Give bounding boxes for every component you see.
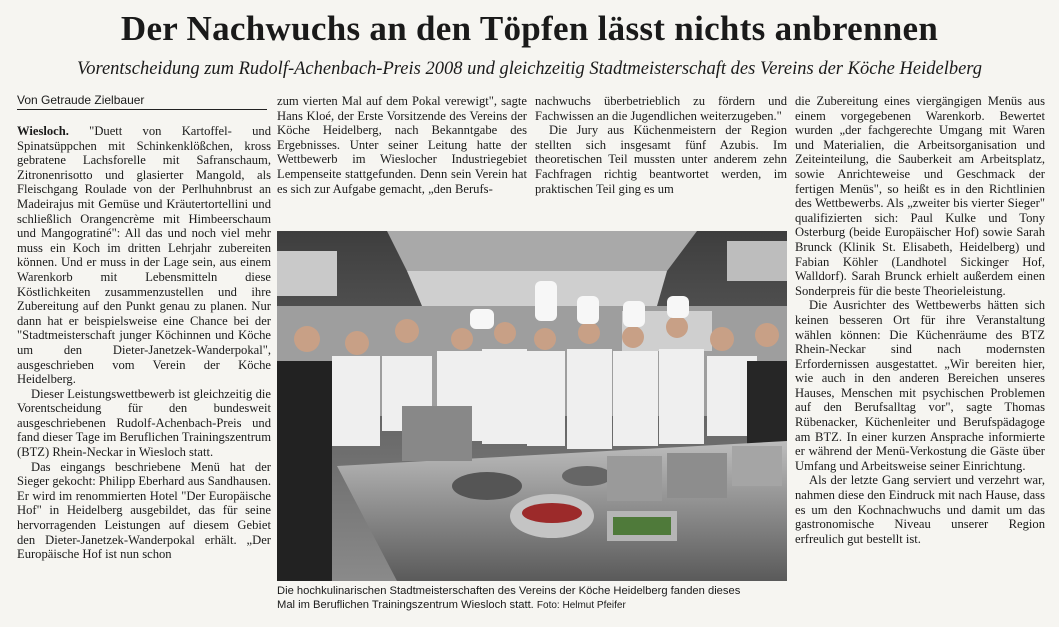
paragraph-3: Das eingangs beschriebene Menü hat der Sieger gekocht: Philipp Eberhard aus Sandhausen. Er wird im renommierten Hotel "Der Europäische Hof" in Heidelberg ausgebildet, das für seine hervorragenden Leistungen auf diesem Gebiet den Dieter-Janetzek-Wanderpokal erhält. „Der Europäische Hof ist nun schon (17, 459, 271, 562)
photo-credit: Foto: Helmut Pfeifer (536, 600, 626, 611)
article-column-3 (535, 94, 787, 226)
caption-line-2 (277, 598, 787, 613)
caption-line-2-text: Mal im Beruflichen Trainingszentrum Wiesloch statt. (277, 599, 534, 611)
column-4-paragraph-1: die Zubereitung eines viergängigen Menüs aus einem vorgegebenen Warenkorb. Bewertet wurden „der fachgerechte Umgang mit Waren und Materialien, die Arbeitsorganisation und Zeiteinteilung, die Sauberkeit am Arbeitsplatz, sowie Anrichteweise und Geschmack der fertigen Menüs", so heißt es in den Richtlinien des Wettbewerbs. Als „zweiter bis vierter Sieger" qualifizierten sich: Paul Kulke und Tony Osterburg (beide Europäischer Hof) sowie Sarah Brunck (Klinik St. Elisabeth, Heidelberg) und Fabian Köhler (Landhotel Sickinger Hof, Walldorf). Sarah Brunck erhielt außerdem einen Sonderpreis für die beste Theorieleistung. (795, 94, 1045, 298)
column-2-text: zum vierten Mal auf dem Pokal verewigt", sagte Hans Kloé, der Erste Vorsitzende des Vereins der Köche Heidelberg, nach Bekanntgabe des Ergebnisses. Unter seiner Leitung hatte der Wettbewerb im Wieslocher Industriegebiet Lempenseite stattgefunden. Denn sein Verein hat es sich zur Aufgabe gemacht, „den Berufs- (277, 94, 527, 196)
article-column-4 (795, 94, 1045, 624)
subheadline: Vorentscheidung zum Rudolf-Achenbach-Preis 2008 und gleichzeitig Stadtmeisterschaft des Vereins der Köche Heidelberg (76, 59, 983, 79)
dateline: Wiesloch. (17, 124, 69, 138)
column-4-paragraph-3: Als der letzte Gang serviert und verzehrt war, nahmen diese den Eindruck mit nach Hause, dass es um den Kochnachwuchs und damit um das gastronomische Niveau unserer Region erfreulich gut bestellt ist. (795, 473, 1045, 546)
caption-line-1: Die hochkulinarischen Stadtmeisterschaften des Vereins der Köche Heidelberg fanden dieses (277, 585, 741, 597)
kitchen-photo-illustration (277, 231, 787, 581)
headline: Der Nachwuchs an den Töpfen lässt nichts anbrennen (120, 9, 939, 48)
article-column-1 (17, 124, 271, 624)
kitchen-group-photo (277, 231, 787, 581)
photo-caption (277, 584, 787, 613)
paragraph-1-text: "Duett von Kartoffel- und Spinatsüppchen mit Schinkenklößchen, kross gebratene Lachsforelle mit Safranschaum, Zitronenrisotto und glasierter Mangold, als Fleischgang Roulade von der Perlhuhnbrust an Madeirajus mit Gemüse und Kräutertortellini und schließlich Orangencrème mit Himbeerschaum und Mangogratiné": All das und noch viel mehr muss ein Koch im dritten Lehrjahr zubereiten können. Und er muss in der Lage sein, aus einem Warenkorb mit Lebensmitteln diese Köstlichkeiten zusammenzustellen und ihre Zubereitung auf den Punkt genau zu planen. Nur dann hat er beispielsweise eine Chance bei der "Stadtmeisterschaft junger Köchinnen und Köche um den Dieter-Janetzek-Wanderpokal", ausgeschrieben vom Verein der Köche Heidelberg. (17, 124, 271, 387)
column-4-paragraph-2: Die Ausrichter des Wettbewerbs hätten sich keinen besseren Ort für ihre Veranstaltung wählen können: Die Küchenräume des BTZ Rhein-Neckar sind nach modernsten Erfordernissen ausgestattet. „Wir bereiten hier, wie auch in den anderen Bereichen unseres Hauses, Menschen mit psychischen Problemen auf den Berufsalltag vor", sagte Thomas Rübenacker, Küchenleiter und Berufspädagoge am BTZ. In einer kurzen Ansprache informierte er während der Menü-Verkostung die Gäste über Umfang und Arbeitsweise seiner Einrichtung. (795, 298, 1045, 473)
column-3-paragraph-2: Die Jury aus Küchenmeistern der Region stellten sich insgesamt fünf Azubis. Im theoretischen Teil mussten unter anderem zehn Fachfragen richtig beantwortet werden, im praktischen Teil ging es um (535, 123, 787, 196)
article-column-2 (277, 94, 527, 226)
byline: Von Getraude Zielbauer (17, 93, 267, 110)
column-3-paragraph-1: nachwuchs überbetrieblich zu fördern und Fachwissen an die Jugendlichen weiterzugeben." (535, 94, 787, 123)
paragraph-2: Dieser Leistungswettbewerb ist gleichzeitig die Vorentscheidung für den bundesweit ausgeschriebenen Rudolf-Achenbach-Preis und fand dieser Tage im Beruflichen Trainingszentrum (BTZ) Rhein-Neckar in Wiesloch statt. (17, 386, 271, 460)
paragraph-1 (17, 124, 271, 387)
